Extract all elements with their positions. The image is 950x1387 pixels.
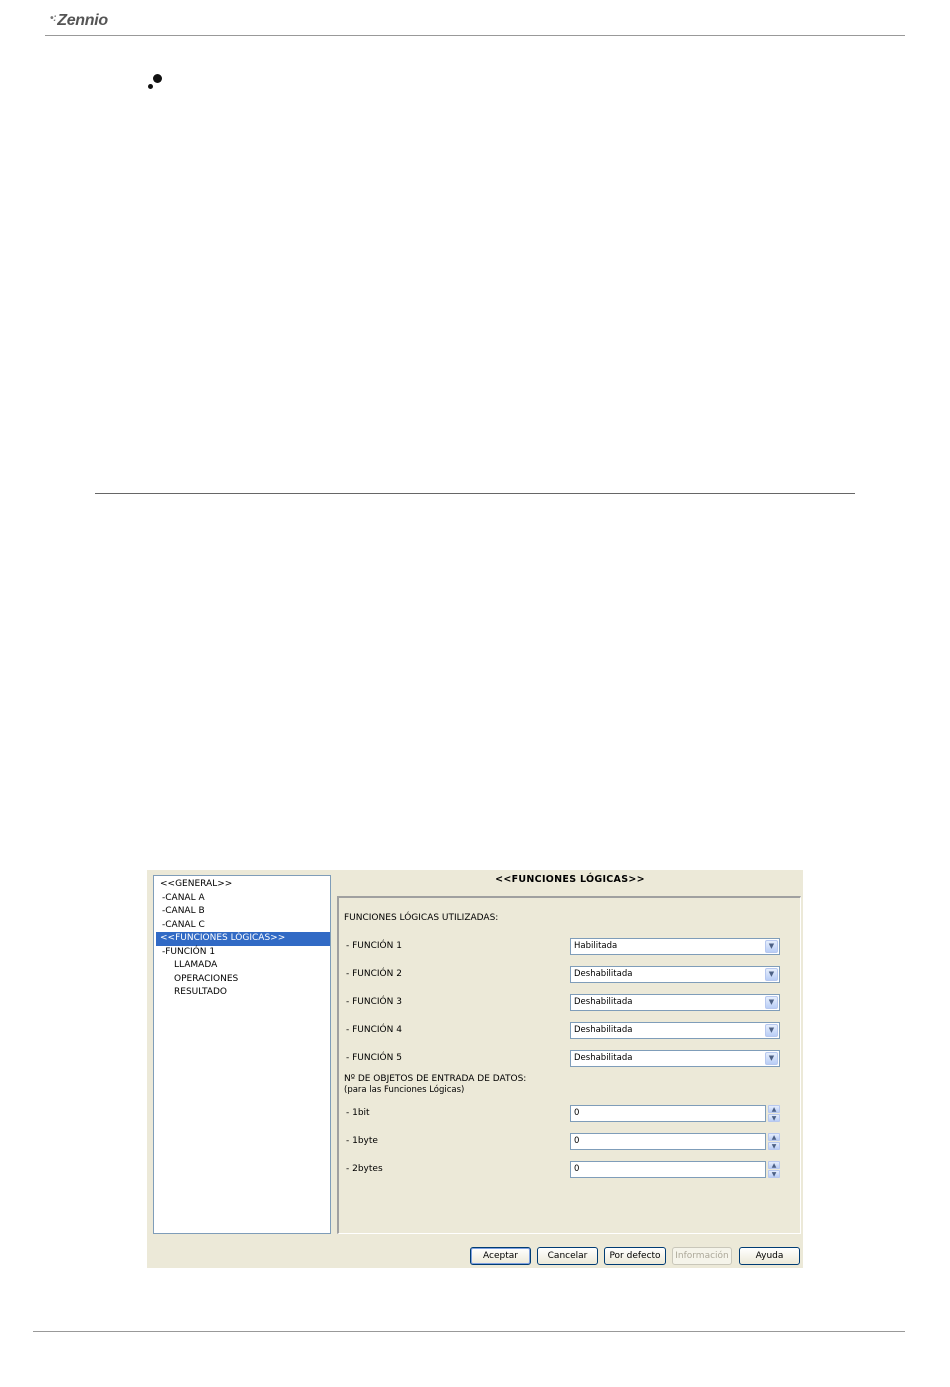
obj-1bit-label: - 1bit: [346, 1108, 370, 1118]
obj-1byte-stepper[interactable]: [768, 1133, 780, 1150]
funcion-5-value: Deshabilitada: [574, 1053, 633, 1063]
chevron-down-icon[interactable]: ▼: [765, 968, 778, 981]
obj-2bytes-value: 0: [574, 1164, 580, 1174]
funcion-1-select[interactable]: [570, 938, 780, 955]
dialog-button-row: [147, 1247, 803, 1266]
spin-up-icon[interactable]: ▲: [768, 1105, 780, 1113]
obj-1bit-value: 0: [574, 1108, 580, 1118]
spin-down-icon[interactable]: ▼: [768, 1114, 780, 1122]
tree-item-llamada[interactable]: LLAMADA: [174, 960, 218, 970]
tree-item-operaciones[interactable]: OPERACIONES: [174, 973, 239, 984]
obj-1byte-input[interactable]: [570, 1133, 766, 1150]
funcion-2-label: - FUNCIÓN 2: [346, 969, 402, 979]
spin-down-icon[interactable]: ▼: [768, 1142, 780, 1150]
tree-item-resultado[interactable]: RESULTADO: [174, 987, 227, 997]
tree-item-funcion-1[interactable]: -FUNCIÓN 1: [162, 946, 216, 957]
accept-button[interactable]: Aceptar: [470, 1247, 531, 1265]
logo-text: Zennio: [57, 12, 108, 29]
obj-1byte-value: 0: [574, 1136, 580, 1146]
funcion-1-label: - FUNCIÓN 1: [346, 941, 402, 951]
tree-item-canal-a[interactable]: -CANAL A: [162, 892, 205, 903]
obj-1bit-stepper[interactable]: [768, 1105, 780, 1122]
section-label: FUNCIONES LÓGICAS UTILIZADAS:: [344, 913, 499, 923]
section-divider: [95, 493, 855, 494]
funcion-2-select[interactable]: [570, 966, 780, 983]
tree-item-canal-b[interactable]: -CANAL B: [162, 906, 205, 916]
funcion-3-label: - FUNCIÓN 3: [346, 997, 402, 1007]
tree-item-canal-c[interactable]: -CANAL C: [162, 919, 205, 930]
funcion-2-value: Deshabilitada: [574, 969, 633, 979]
header-divider: [45, 35, 905, 36]
spin-down-icon[interactable]: ▼: [768, 1170, 780, 1178]
objects-sublabel: (para las Funciones Lógicas): [344, 1085, 465, 1095]
default-button[interactable]: Por defecto: [604, 1247, 666, 1265]
funcion-5-select[interactable]: [570, 1050, 780, 1067]
chevron-down-icon[interactable]: ▼: [765, 996, 778, 1009]
chevron-down-icon[interactable]: ▼: [765, 1024, 778, 1037]
funcion-5-label: - FUNCIÓN 5: [346, 1053, 402, 1063]
logo-dots: •:: [50, 13, 57, 24]
objects-label: Nº DE OBJETOS DE ENTRADA DE DATOS:: [344, 1074, 527, 1084]
funcion-1-value: Habilitada: [574, 941, 618, 951]
funcion-3-value: Deshabilitada: [574, 997, 633, 1007]
obj-2bytes-input[interactable]: [570, 1161, 766, 1178]
obj-1bit-input[interactable]: [570, 1105, 766, 1122]
funcion-4-select[interactable]: [570, 1022, 780, 1039]
funcion-4-label: - FUNCIÓN 4: [346, 1025, 402, 1035]
panel-title: <<FUNCIONES LÓGICAS>>: [495, 874, 645, 885]
obj-2bytes-label: - 2bytes: [346, 1164, 383, 1174]
chevron-down-icon[interactable]: ▼: [765, 1052, 778, 1065]
funcion-3-select[interactable]: [570, 994, 780, 1011]
parameters-dialog: [147, 870, 803, 1268]
obj-2bytes-stepper[interactable]: [768, 1161, 780, 1178]
footer-divider: [33, 1331, 905, 1332]
spin-up-icon[interactable]: ▲: [768, 1161, 780, 1169]
spin-up-icon[interactable]: ▲: [768, 1133, 780, 1141]
chevron-down-icon[interactable]: ▼: [765, 940, 778, 953]
cancel-button[interactable]: Cancelar: [537, 1247, 598, 1265]
funcion-4-value: Deshabilitada: [574, 1025, 633, 1035]
bullet-dots-icon: [147, 72, 163, 92]
help-button[interactable]: Ayuda: [739, 1247, 800, 1265]
obj-1byte-label: - 1byte: [346, 1136, 378, 1146]
info-button[interactable]: Información: [672, 1247, 732, 1265]
tree-item-funciones-logicas[interactable]: <<FUNCIONES LÓGICAS>>: [156, 932, 330, 946]
parameter-tree[interactable]: [153, 875, 331, 1234]
zennio-logo: [50, 12, 108, 30]
parameter-panel: [337, 896, 801, 1234]
tree-item-general[interactable]: <<GENERAL>>: [160, 879, 233, 889]
